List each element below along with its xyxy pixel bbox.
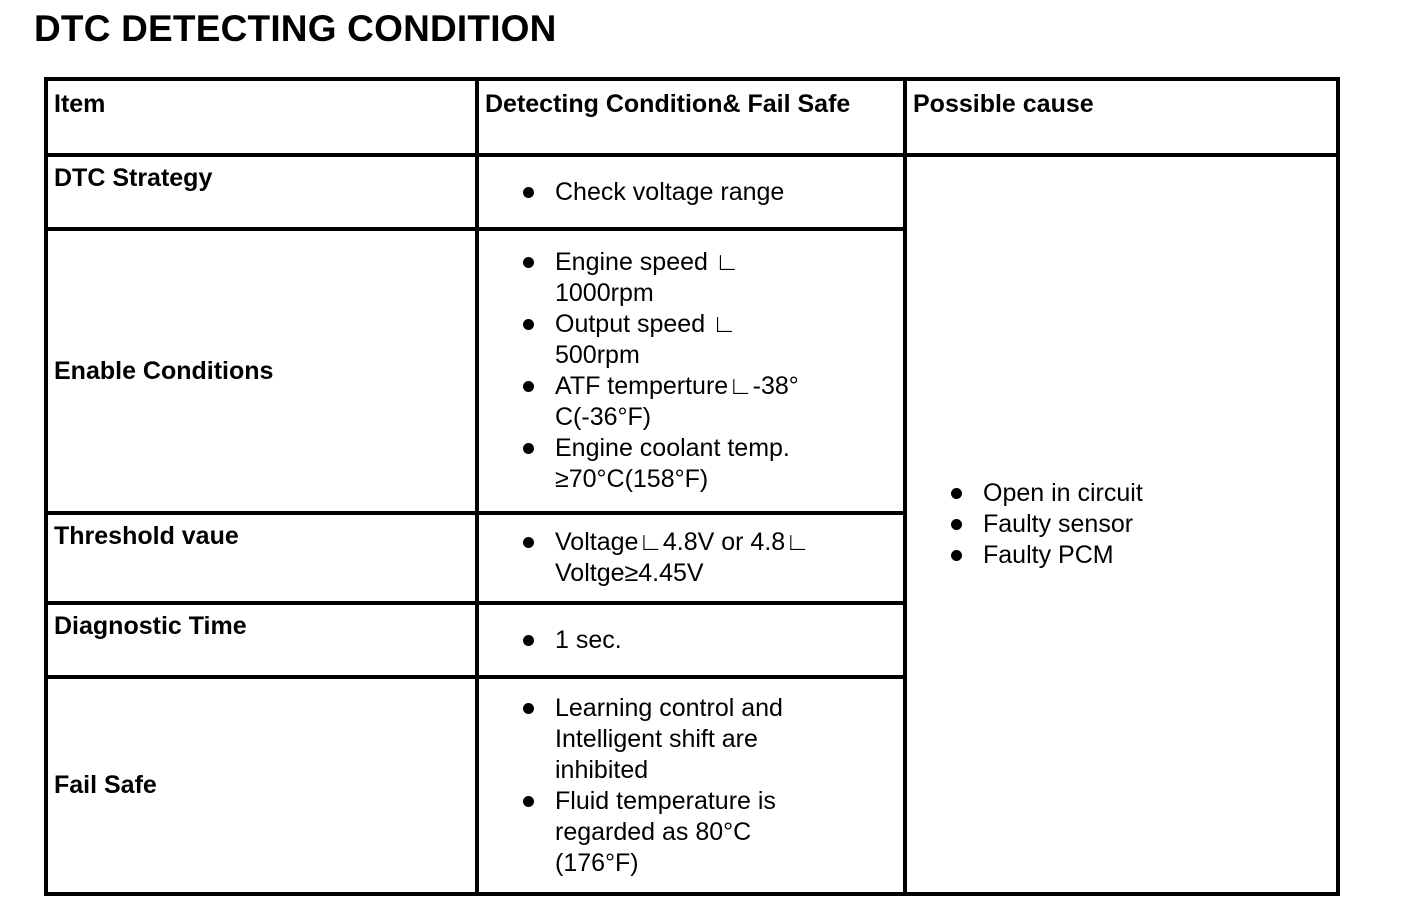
list-item-text: 500rpm bbox=[555, 341, 640, 369]
list-item-text: Check voltage range bbox=[555, 177, 785, 206]
list-item bbox=[523, 625, 893, 656]
list-item bbox=[523, 433, 893, 495]
condition-cell-dtc-strategy bbox=[477, 155, 905, 229]
item-cell-diagnostic-time: Diagnostic Time bbox=[46, 603, 477, 677]
list-item bbox=[523, 786, 893, 879]
list-item bbox=[523, 371, 893, 433]
list-item-text: Faulty sensor bbox=[983, 510, 1134, 538]
header-condition: Detecting Condition& Fail Safe bbox=[477, 79, 905, 155]
bullet-icon bbox=[523, 257, 534, 268]
condition-list bbox=[479, 177, 903, 208]
condition-cell-fail-safe bbox=[477, 677, 905, 894]
condition-list bbox=[479, 247, 903, 495]
list-item-text: Faulty PCM bbox=[983, 541, 1114, 569]
bullet-icon bbox=[523, 187, 534, 198]
list-item-text: Engine coolant temp. bbox=[555, 434, 790, 462]
item-cell-dtc-strategy: DTC Strategy bbox=[46, 155, 477, 229]
condition-cell-threshold-value bbox=[477, 513, 905, 603]
list-item bbox=[523, 177, 893, 208]
list-item-text: inhibited bbox=[555, 755, 649, 784]
list-item-text: 1000rpm bbox=[555, 279, 654, 307]
bullet-icon bbox=[951, 488, 962, 499]
bullet-icon bbox=[951, 519, 962, 530]
list-item-text: C(-36°F) bbox=[555, 403, 652, 431]
item-cell-threshold-value: Threshold vaue bbox=[46, 513, 477, 603]
list-item-text: Voltge≥4.45V bbox=[555, 559, 704, 587]
table-row bbox=[46, 155, 1338, 229]
list-item bbox=[523, 527, 893, 589]
list-item-text: (176°F) bbox=[555, 848, 639, 877]
bullet-icon bbox=[523, 796, 534, 807]
bullet-icon bbox=[951, 550, 962, 561]
list-item-text: Open in circuit bbox=[983, 479, 1143, 507]
list-item bbox=[523, 309, 893, 371]
cause-list bbox=[907, 478, 1336, 571]
item-cell-enable-conditions: Enable Conditions bbox=[46, 229, 477, 513]
bullet-icon bbox=[523, 537, 534, 548]
condition-cell-enable-conditions bbox=[477, 229, 905, 513]
dtc-table bbox=[44, 77, 1340, 896]
possible-cause-cell bbox=[905, 155, 1338, 894]
list-item-text: Voltage∟4.8V or 4.8∟ bbox=[555, 528, 810, 556]
list-item-text: ≥70°C(158°F) bbox=[555, 465, 709, 493]
list-item bbox=[951, 478, 1326, 509]
header-item: Item bbox=[46, 79, 477, 155]
bullet-icon bbox=[523, 703, 534, 714]
list-item bbox=[523, 247, 893, 309]
list-item bbox=[523, 693, 893, 786]
table-header-row bbox=[46, 79, 1338, 155]
list-item-text: ATF temperture∟-38° bbox=[555, 372, 799, 400]
list-item-text: Output speed ∟ bbox=[555, 310, 737, 338]
list-item-text: 1 sec. bbox=[555, 625, 622, 654]
bullet-icon bbox=[523, 319, 534, 330]
list-item-text: regarded as 80°C bbox=[555, 817, 752, 846]
list-item-text: Engine speed ∟ bbox=[555, 248, 740, 276]
list-item bbox=[951, 509, 1326, 540]
list-item bbox=[951, 540, 1326, 571]
item-cell-fail-safe: Fail Safe bbox=[46, 677, 477, 894]
bullet-icon bbox=[523, 443, 534, 454]
condition-list bbox=[479, 527, 903, 589]
header-cause: Possible cause bbox=[905, 79, 1338, 155]
list-item-text: Fluid temperature is bbox=[555, 786, 776, 815]
bullet-icon bbox=[523, 635, 534, 646]
bullet-icon bbox=[523, 381, 534, 392]
list-item-text: Intelligent shift are bbox=[555, 724, 758, 753]
list-item-text: Learning control and bbox=[555, 693, 783, 722]
page-title: DTC DETECTING CONDITION bbox=[34, 8, 557, 49]
condition-cell-diagnostic-time bbox=[477, 603, 905, 677]
condition-list bbox=[479, 625, 903, 656]
condition-list bbox=[479, 693, 903, 879]
